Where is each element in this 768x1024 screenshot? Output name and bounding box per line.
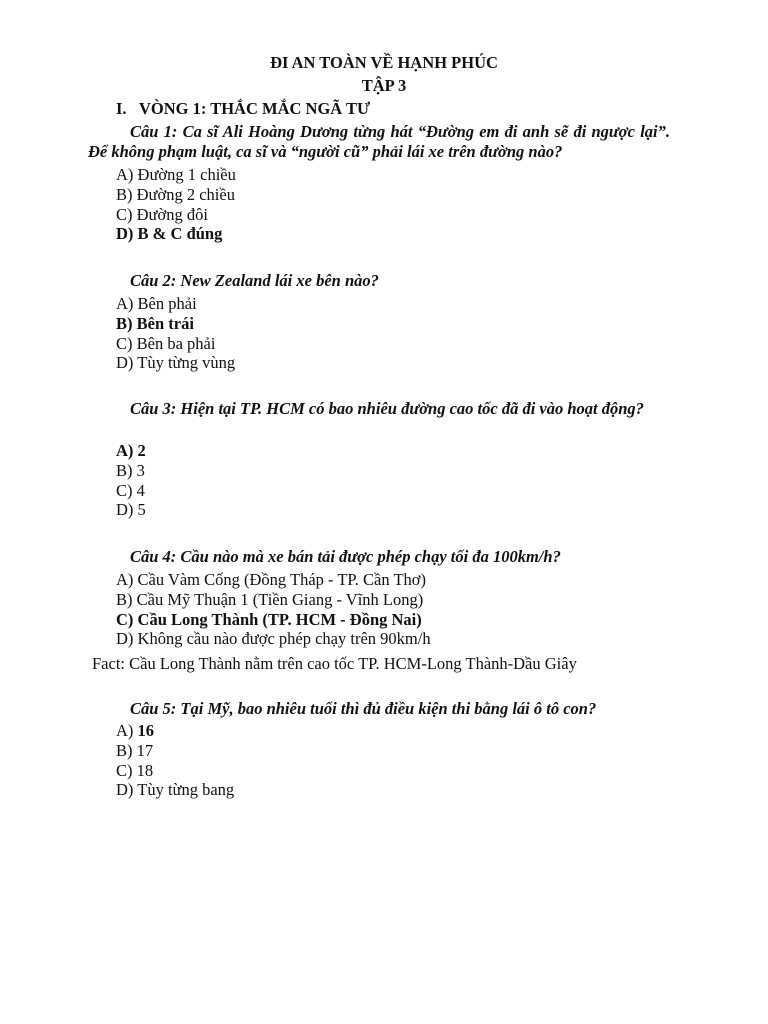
question-5-options — [116, 721, 234, 800]
question-2 — [88, 271, 670, 291]
question-1-option-b: B) Đường 2 chiều — [116, 184, 235, 204]
document-subtitle: TẬP 3 — [361, 76, 407, 95]
question-5-text: Câu 5: Tại Mỹ, bao nhiêu tuổi thì đủ điều kiện thi bằng lái ô tô con? — [130, 699, 597, 718]
question-5-option-a — [116, 721, 234, 741]
question-4 — [88, 547, 670, 567]
question-5-option-a-prefix: A) — [116, 721, 138, 740]
question-4-option-c: C) Cầu Long Thành (TP. HCM - Đồng Nai) — [116, 609, 422, 629]
question-4-option-b: B) Cầu Mỹ Thuận 1 (Tiền Giang - Vĩnh Long) — [116, 589, 424, 609]
question-5-option-b: B) 17 — [116, 740, 154, 760]
question-3-option-d: D) 5 — [116, 500, 146, 520]
question-1-option-c: C) Đường đôi — [116, 204, 208, 224]
section-heading — [116, 99, 370, 119]
section-label: VÒNG 1: THẮC MẮC NGÃ TƯ — [139, 99, 371, 118]
section-number: I. — [116, 99, 127, 118]
question-3-option-c: C) 4 — [116, 480, 145, 500]
question-4-option-d: D) Không cầu nào được phép chạy trên 90km/h — [116, 629, 431, 649]
question-1-option-a: A) Đường 1 chiều — [116, 165, 236, 184]
question-3-options — [116, 441, 146, 520]
fact-note: Fact: Cầu Long Thành nằm trên cao tốc TP. HCM-Long Thành-Dầu Giây — [92, 654, 577, 673]
question-5-option-d: D) Tùy từng bang — [116, 780, 235, 800]
document-title: ĐI AN TOÀN VỀ HẠNH PHÚC — [270, 53, 498, 72]
question-2-text: Câu 2: New Zealand lái xe bên nào? — [130, 271, 379, 290]
question-2-options — [116, 294, 235, 373]
question-3-text: Câu 3: Hiện tại TP. HCM có bao nhiêu đường cao tốc đã đi vào hoạt động? — [130, 399, 644, 418]
question-5 — [88, 699, 670, 719]
question-3 — [88, 399, 670, 419]
question-3-option-a: A) 2 — [116, 441, 146, 460]
question-2-option-c: C) Bên ba phải — [116, 333, 216, 353]
question-3-option-b: B) 3 — [116, 460, 145, 480]
question-5-option-a-value: 16 — [137, 721, 155, 740]
question-1-option-d: D) B & C đúng — [116, 224, 223, 244]
question-1 — [88, 122, 670, 162]
question-4-option-a: A) Cầu Vàm Cống (Đồng Tháp - TP. Cần Thơ) — [116, 570, 426, 589]
question-5-option-c: C) 18 — [116, 760, 154, 780]
question-2-option-a: A) Bên phải — [116, 294, 197, 313]
question-1-text: Câu 1: Ca sĩ Ali Hoàng Dương từng hát “Đường em đi anh sẽ đi ngược lại”. Để không phạm luật, ca sĩ và “người cũ” phải lái xe trên đường nào? — [88, 122, 670, 161]
question-4-options — [116, 570, 431, 649]
question-4-text: Câu 4: Cầu nào mà xe bán tải được phép chạy tối đa 100km/h? — [130, 547, 561, 566]
question-2-option-b: B) Bên trái — [116, 313, 194, 333]
question-2-option-d: D) Tùy từng vùng — [116, 353, 236, 373]
question-1-options — [116, 165, 236, 244]
